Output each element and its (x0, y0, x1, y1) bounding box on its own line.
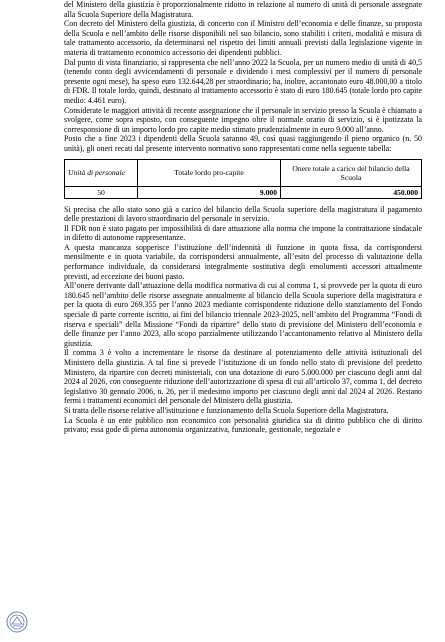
paragraph: Con decreto del Ministero della giustizia, di concerto con il Ministro dell’economia e delle finanze, su proposta della Scuola e nell’ambito delle risorse disponibili nel suo bilancio, sono stabiliti i criteri, modalità e misura di tale trattamento accessorio, da determinarsi nel rispetto dei limiti annuali previsti dalla legislazione vigente in materia di trattamento economico accessorio dei dipendenti pubblici. (64, 19, 422, 57)
paragraph: La Scuola è un ente pubblico non economico con personalità giuridica sia di diritto pubblico che di diritto privato; essa gode di piena autonomia organizzativa, funzionale, gestionale, negoziale e (64, 415, 422, 435)
cost-table (64, 159, 422, 199)
paragraph: del Ministero della giustizia è proporzionalmente ridotto in relazione al numero di unità di personale assegnate alla Scuola Superiore della Magistratura. (64, 0, 422, 19)
table-header-row (65, 159, 422, 186)
cell-unit: 50 (65, 186, 138, 198)
paragraph: Posto che a fine 2023 i dipendenti della Scuola saranno 49, così quasi raggiungendo il pieno organico (n. 50 unità), gli oneri recati dal presente intervento normativo sono rappresentati come nella seguente tabella: (64, 134, 422, 153)
cell-onere-totale: 450.000 (281, 186, 422, 198)
paragraph: Dal punto di vista finanziario, si rappresenta che nell’anno 2022 la Scuola, per un numero medio di unità di 40,5 (tenendo conto degli avvicendamenti di personale e dividendo i mesi complessivi per il numero di personale presente ogni mese), ha speso euro 132.644,28 per straordinario; ha, inoltre, accantonato euro 48.000,00 a titolo di FDR. Il totale lordo, quindi, destinato al trattamento accessorio è stato di euro 180.645 (totale lordo pro capite medio: 4.461 euro). (64, 57, 422, 105)
paragraph: Il FDR non è stato pagato per impossibilità di dare attuazione alla norma che impone la contrattazione sindacale in difetto di autonome rappresentanze. (64, 223, 422, 243)
header-pro-capite: Totale lordo pro-capite (138, 159, 281, 186)
paragraph: Il comma 3 è volto a incrementare le risorse da destinare al potenziamento delle attività istituzionali del Ministero della giustizia. A tal fine si prevede l’istituzione di un fondo nello stato di previsione del predetto Ministero, da ripartire con decreti ministeriali, con una dotazione di euro 5.000.000 per ciascuno degli anni dal 2024 al 2026, con conseguente riduzione dell’autorizzazione di spesa di cui all’articolo 37, comma 1, del decreto legislativo 30 gennaio 2006, n. 26, per il medesimo importo per ciascuno degli anni dal 2024 al 2026. Restano fermi i trattamenti economici del personale del Ministero della giustizia. (64, 348, 422, 406)
document-page (64, 0, 422, 435)
paragraph: Si precisa che allo stato sono già a carico del bilancio della Scuola superiore della magistratura il pagamento delle prestazioni di lavoro straordinario del personale in servizio. (64, 204, 422, 224)
paragraph: Considerate le maggiori attività di recente assegnazione che il personale in servizio presso la Scuola è chiamato a svolgere, come sopra esposto, con conseguente impegno oltre il normale orario di servizio, si è ipotizzata la corresponsione di un importo lordo pro capite medio stimato prudenzialmente in euro 9.000 all’anno. (64, 105, 422, 134)
header-unit: Unità di personale (65, 159, 138, 186)
cost-table-grid (64, 159, 422, 199)
paragraph: All’onere derivante dall’attuazione della modifica normativa di cui al comma 1, si provvede per la quota di euro 180.645 nell’ambito delle risorse assegnate annualmente al bilancio della Scuola superiore della magistratura e per la quota di euro 269.355 per l’anno 2023 mediante corrispondente riduzione dello stanziamento del Fondo speciale di parte corrente iscritto, ai fini del bilancio triennale 2023-2025, nell’ambito del Programma “Fondi di riserva e speciali” della Missione “Fondi da ripartire” dello stato di previsione del Ministero dell’economia e delle finanze per l’anno 2023, allo scopo parzialmente utilizzando l’accantonamento relativo al Ministero della giustizia. (64, 281, 422, 348)
paragraph: Si tratta delle risorse relative all'istituzione e funzionamento della Scuola Superiore della Magistratura. (64, 405, 389, 415)
paragraph: A questa mancanza sopperisce l’istituzione dell’indennità di funzione in quota fissa, da corrispondersi mensilmente e in quota variabile, da corrispondersi annualmente, all’esito del processo di valutazione della performance individuale, da considerarsi integralmente sostitutiva degli emolumenti accessori attualmente previsti, ad eccezione dei buoni pasto. (64, 242, 422, 281)
cell-pro-capite: 9.000 (138, 186, 281, 198)
header-onere-totale: Onere totale a carico del bilancio della Scuola (281, 159, 422, 186)
senate-seal-icon (6, 610, 28, 634)
table-row (65, 186, 422, 198)
